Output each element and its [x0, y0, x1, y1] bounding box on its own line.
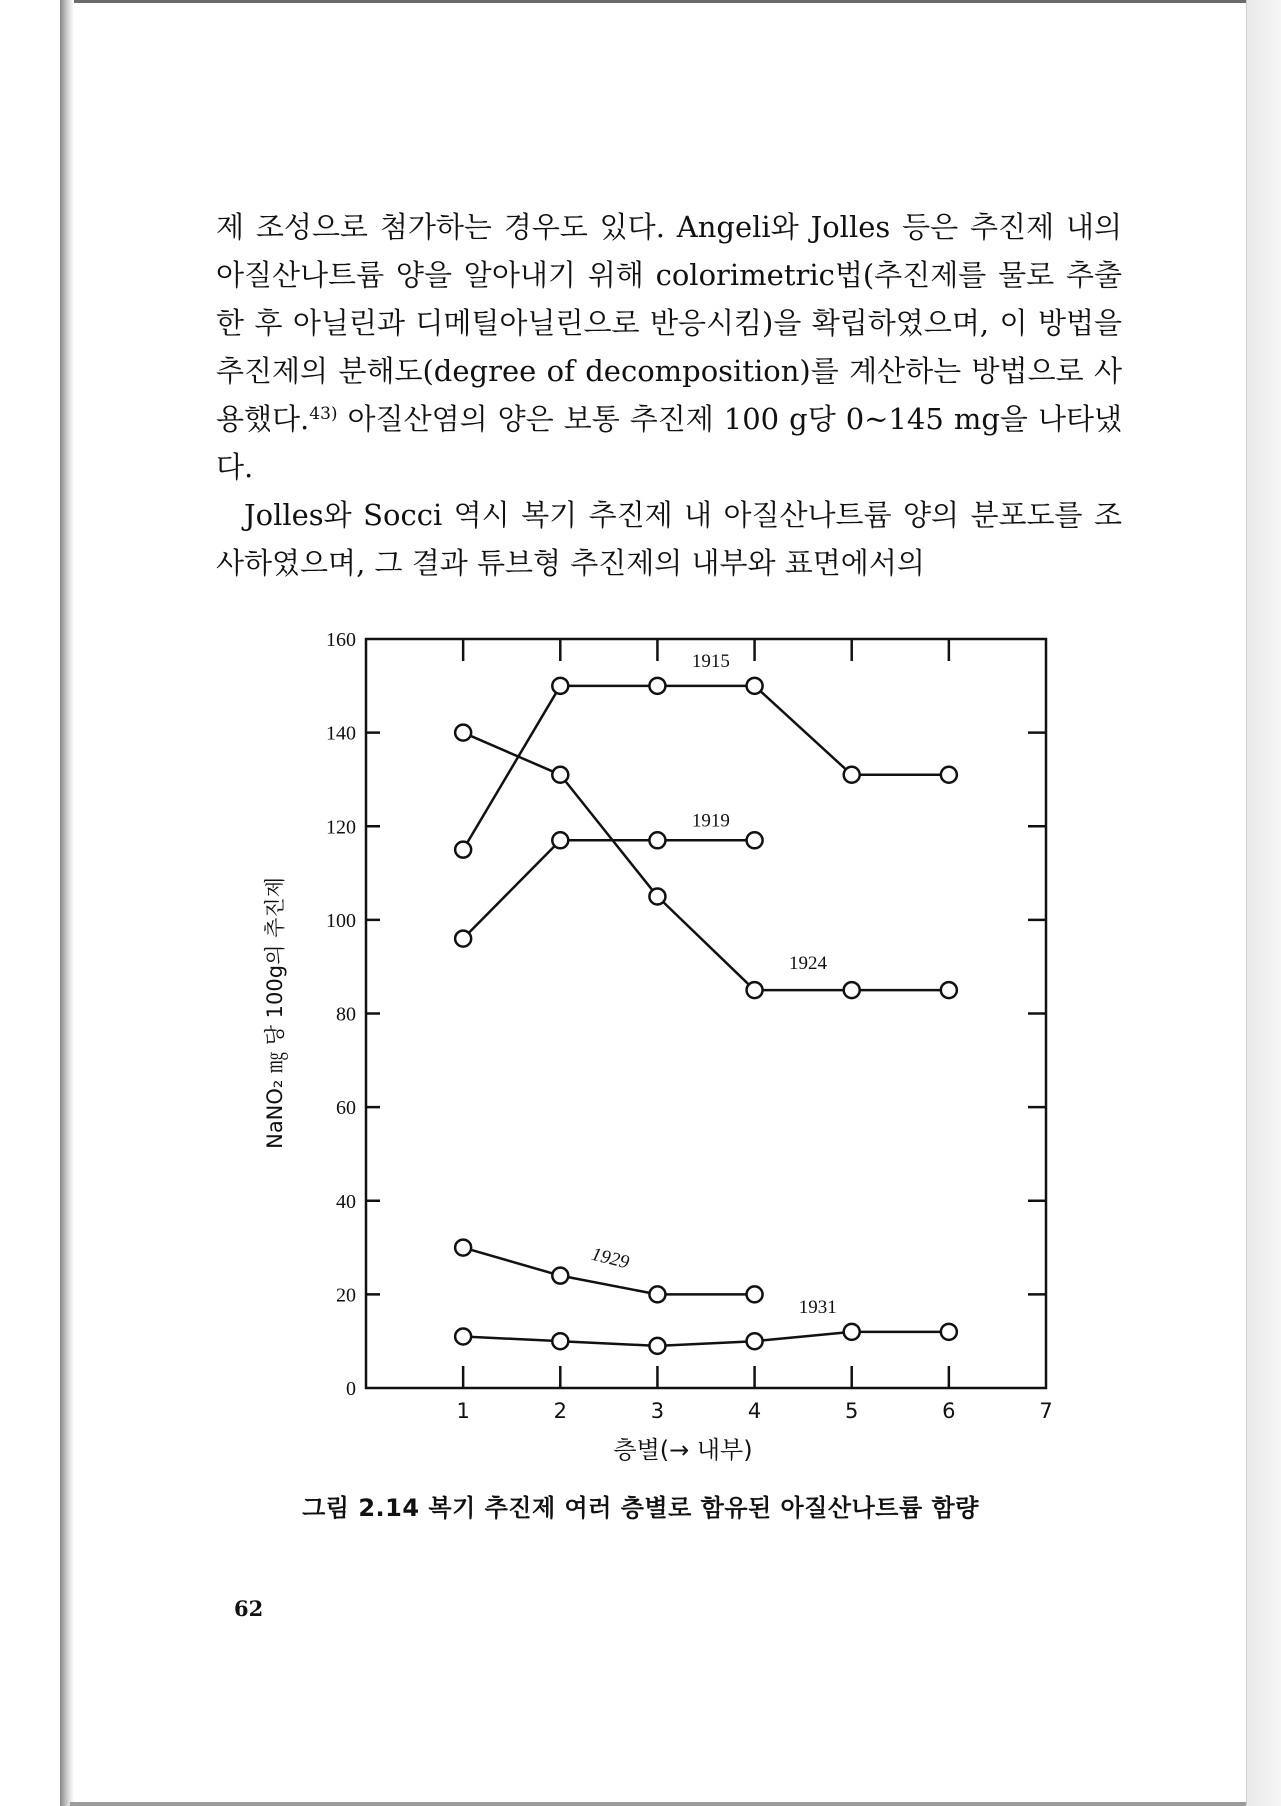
paragraph-2: Jolles와 Socci 역시 복기 추진제 내 아질산나트륨 양의 분포도를 조사하였으며, 그 결과 튜브형 추진제의 내부와 표면에서의: [216, 498, 1122, 580]
series-1924-point: [844, 982, 860, 998]
series-1931-point: [747, 1333, 763, 1349]
series-1919-point: [552, 832, 568, 848]
series-1919-point: [455, 931, 471, 947]
y-axis-label: NaNO₂ ㎎ 당 100g의 추진제: [263, 877, 287, 1149]
x-tick-label: 6: [942, 1399, 956, 1423]
y-tick-label: 60: [336, 1097, 356, 1120]
y-tick-label: 20: [336, 1284, 356, 1307]
series-1931-segment: [568, 1342, 649, 1346]
series-1915-point: [747, 678, 763, 694]
series-1915-point: [844, 767, 860, 783]
series-1915-point: [649, 678, 665, 694]
series-1924-segment: [565, 781, 652, 890]
y-tick-label: 0: [346, 1378, 356, 1400]
series-1929-point: [747, 1286, 763, 1302]
series-label-1929: 1929: [589, 1243, 632, 1274]
series-1919-point: [747, 832, 763, 848]
page-bottom-edge: [70, 1802, 1246, 1806]
series-1931-point: [552, 1333, 568, 1349]
series-1924-point: [455, 725, 471, 741]
series-1915-point: [941, 767, 957, 783]
y-tick-label: 80: [336, 1003, 356, 1026]
series-1924-point: [747, 982, 763, 998]
series-1929-point: [649, 1286, 665, 1302]
plot-frame: [366, 639, 1046, 1388]
series-1931-segment: [665, 1342, 746, 1346]
x-tick-label: 7: [1039, 1399, 1053, 1423]
x-tick-label: 3: [650, 1399, 665, 1423]
series-1919-segment: [469, 846, 555, 933]
x-axis-label: 층별(→ 내부): [613, 1436, 753, 1464]
y-tick-label: 100: [326, 909, 356, 932]
series-label-1931: 1931: [798, 1297, 837, 1319]
page-number: 62: [234, 1596, 264, 1621]
x-tick-label: 4: [747, 1399, 762, 1423]
series-1929-point: [455, 1240, 471, 1256]
series-label-1924: 1924: [789, 953, 827, 975]
series-1931-point: [941, 1324, 957, 1340]
x-tick-label: 1: [456, 1399, 470, 1423]
series-1924-segment: [663, 902, 749, 985]
series-1931-point: [844, 1324, 860, 1340]
series-1915-point: [552, 678, 568, 694]
series-label-1915: 1915: [691, 651, 730, 673]
x-tick-label: 5: [845, 1399, 859, 1423]
series-1931-segment: [471, 1337, 552, 1341]
reference-43: 43): [309, 404, 338, 424]
y-tick-label: 140: [326, 722, 356, 745]
series-label-1919: 1919: [691, 810, 730, 832]
series-1931-point: [649, 1338, 665, 1354]
series-1924-point: [941, 982, 957, 998]
series-1929-point: [552, 1268, 568, 1284]
y-tick-label: 120: [326, 816, 356, 839]
series-1915-segment: [760, 691, 845, 769]
y-tick-label: 160: [326, 629, 356, 651]
series-1924-point: [649, 888, 665, 904]
series-1929-segment: [568, 1277, 649, 1293]
y-tick-label: 40: [336, 1190, 356, 1213]
series-1915-point: [455, 842, 471, 858]
series-1924-point: [552, 767, 568, 783]
series-1931-point: [455, 1329, 471, 1345]
series-1919-point: [649, 832, 665, 848]
x-tick-label: 2: [553, 1399, 567, 1423]
figure-caption: 그림 2.14 복기 추진제 여러 층별로 함유된 아질산나트륨 함량: [302, 1494, 979, 1522]
paragraph-1-text: 제 조성으로 첨가하는 경우도 있다. Angeli와 Jolles 등은 추진제 내의 아질산나트륨 양을 알아내기 위해 colorimetric법(추진제를 물로 추출한 후 아닐린과 디메틸아닐린으로 반응시킴)을 확립하였으며, 이 방법을 추진제의 분해도(degree of decomposition)를 계산하는 방법으로 사용했다.: [216, 210, 1122, 436]
paragraph-1-text-cont: 아질산염의 양은 보통 추진제 100 g당 0~145 mg을 나타냈다.: [216, 402, 1122, 484]
series-1931-segment: [763, 1333, 844, 1341]
series-1929-segment: [471, 1250, 553, 1274]
